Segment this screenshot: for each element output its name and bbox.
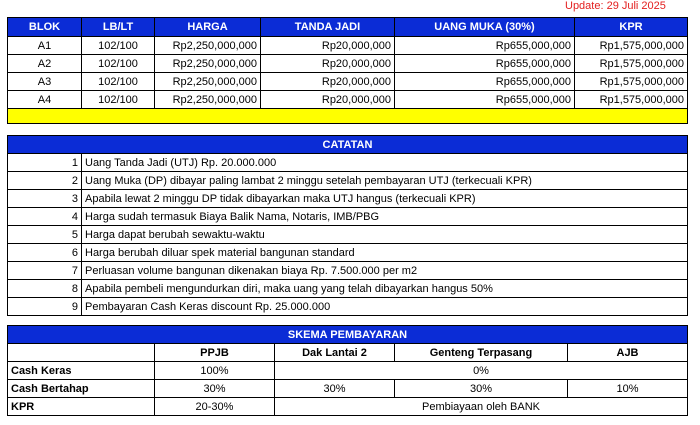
note-row bbox=[8, 208, 688, 226]
col-header-harga: HARGA bbox=[155, 18, 261, 37]
note-text: Harga sudah termasuk Biaya Balik Nama, Notaris, IMB/PBG bbox=[82, 208, 688, 226]
cell-blok: A3 bbox=[8, 73, 82, 91]
col-header-genteng: Genteng Terpasang bbox=[395, 344, 568, 362]
note-number: 6 bbox=[8, 244, 82, 262]
col-header-blok: BLOK bbox=[8, 18, 82, 37]
table-row bbox=[8, 37, 688, 55]
notes-table bbox=[7, 135, 688, 316]
note-row bbox=[8, 190, 688, 208]
cell-harga: Rp2,250,000,000 bbox=[155, 73, 261, 91]
note-number: 2 bbox=[8, 172, 82, 190]
row-label: Cash Bertahap bbox=[8, 380, 155, 398]
notes-title: CATATAN bbox=[8, 136, 688, 154]
note-number: 3 bbox=[8, 190, 82, 208]
row-label: Cash Keras bbox=[8, 362, 155, 380]
cell-uang-muka: Rp655,000,000 bbox=[395, 91, 575, 109]
note-text: Harga dapat berubah sewaktu-waktu bbox=[82, 226, 688, 244]
col-header-kpr: KPR bbox=[575, 18, 688, 37]
note-text: Perluasan volume bangunan dikenakan biaya Rp. 7.500.000 per m2 bbox=[82, 262, 688, 280]
note-text: Harga berubah diluar spek material bangunan standard bbox=[82, 244, 688, 262]
price-table bbox=[7, 17, 688, 124]
note-text: Pembayaran Cash Keras discount Rp. 25.000.000 bbox=[82, 298, 688, 316]
cell-uang-muka: Rp655,000,000 bbox=[395, 73, 575, 91]
cell-harga: Rp2,250,000,000 bbox=[155, 37, 261, 55]
cell-ppjb: 30% bbox=[155, 380, 275, 398]
note-text: Apabila pembeli mengundurkan diri, maka uang yang telah dibayarkan hangus 50% bbox=[82, 280, 688, 298]
payment-row-cash-keras bbox=[8, 362, 688, 380]
note-row bbox=[8, 262, 688, 280]
table-row bbox=[8, 91, 688, 109]
note-text: Apabila lewat 2 minggu DP tidak dibayarkan maka UTJ hangus (terkecuali KPR) bbox=[82, 190, 688, 208]
note-number: 7 bbox=[8, 262, 82, 280]
cell-lblt: 102/100 bbox=[82, 55, 155, 73]
payment-header-row bbox=[8, 344, 688, 362]
note-number: 1 bbox=[8, 154, 82, 172]
col-header-lblt: LB/LT bbox=[82, 18, 155, 37]
cell-remaining: Pembiayaan oleh BANK bbox=[275, 398, 688, 416]
note-row bbox=[8, 298, 688, 316]
cell-tanda-jadi: Rp20,000,000 bbox=[261, 73, 395, 91]
row-label: KPR bbox=[8, 398, 155, 416]
note-number: 4 bbox=[8, 208, 82, 226]
col-header-blank bbox=[8, 344, 155, 362]
cell-lblt: 102/100 bbox=[82, 73, 155, 91]
note-row bbox=[8, 226, 688, 244]
update-date: Update: 29 Juli 2025 bbox=[565, 0, 666, 12]
cell-ajb: 10% bbox=[568, 380, 688, 398]
note-number: 5 bbox=[8, 226, 82, 244]
cell-kpr: Rp1,575,000,000 bbox=[575, 37, 688, 55]
cell-tanda-jadi: Rp20,000,000 bbox=[261, 37, 395, 55]
col-header-ppjb: PPJB bbox=[155, 344, 275, 362]
note-number: 9 bbox=[8, 298, 82, 316]
note-row bbox=[8, 280, 688, 298]
payment-scheme-table bbox=[7, 325, 688, 416]
payment-title-row bbox=[8, 326, 688, 344]
note-row bbox=[8, 172, 688, 190]
col-header-ajb: AJB bbox=[568, 344, 688, 362]
note-row bbox=[8, 244, 688, 262]
cell-kpr: Rp1,575,000,000 bbox=[575, 73, 688, 91]
cell-ppjb: 100% bbox=[155, 362, 275, 380]
note-text: Uang Muka (DP) dibayar paling lambat 2 minggu setelah pembayaran UTJ (terkecuali KPR) bbox=[82, 172, 688, 190]
payment-row-kpr bbox=[8, 398, 688, 416]
cell-tanda-jadi: Rp20,000,000 bbox=[261, 55, 395, 73]
payment-title: SKEMA PEMBAYARAN bbox=[8, 326, 688, 344]
cell-uang-muka: Rp655,000,000 bbox=[395, 55, 575, 73]
cell-lblt: 102/100 bbox=[82, 91, 155, 109]
yellow-divider-row bbox=[8, 109, 688, 124]
cell-blok: A4 bbox=[8, 91, 82, 109]
note-text: Uang Tanda Jadi (UTJ) Rp. 20.000.000 bbox=[82, 154, 688, 172]
cell-harga: Rp2,250,000,000 bbox=[155, 55, 261, 73]
cell-kpr: Rp1,575,000,000 bbox=[575, 91, 688, 109]
table-row bbox=[8, 73, 688, 91]
cell-blok: A1 bbox=[8, 37, 82, 55]
note-number: 8 bbox=[8, 280, 82, 298]
yellow-divider bbox=[8, 109, 688, 124]
cell-genteng: 30% bbox=[395, 380, 568, 398]
price-table-header bbox=[8, 18, 688, 37]
table-row bbox=[8, 55, 688, 73]
payment-row-cash-bertahap bbox=[8, 380, 688, 398]
col-header-tanda-jadi: TANDA JADI bbox=[261, 18, 395, 37]
cell-dak-lantai: 30% bbox=[275, 380, 395, 398]
cell-tanda-jadi: Rp20,000,000 bbox=[261, 91, 395, 109]
cell-ppjb: 20-30% bbox=[155, 398, 275, 416]
cell-lblt: 102/100 bbox=[82, 37, 155, 55]
cell-uang-muka: Rp655,000,000 bbox=[395, 37, 575, 55]
cell-harga: Rp2,250,000,000 bbox=[155, 91, 261, 109]
cell-blok: A2 bbox=[8, 55, 82, 73]
note-row bbox=[8, 154, 688, 172]
col-header-dak-lantai: Dak Lantai 2 bbox=[275, 344, 395, 362]
notes-title-row bbox=[8, 136, 688, 154]
cell-remaining: 0% bbox=[275, 362, 688, 380]
col-header-uang-muka: UANG MUKA (30%) bbox=[395, 18, 575, 37]
cell-kpr: Rp1,575,000,000 bbox=[575, 55, 688, 73]
